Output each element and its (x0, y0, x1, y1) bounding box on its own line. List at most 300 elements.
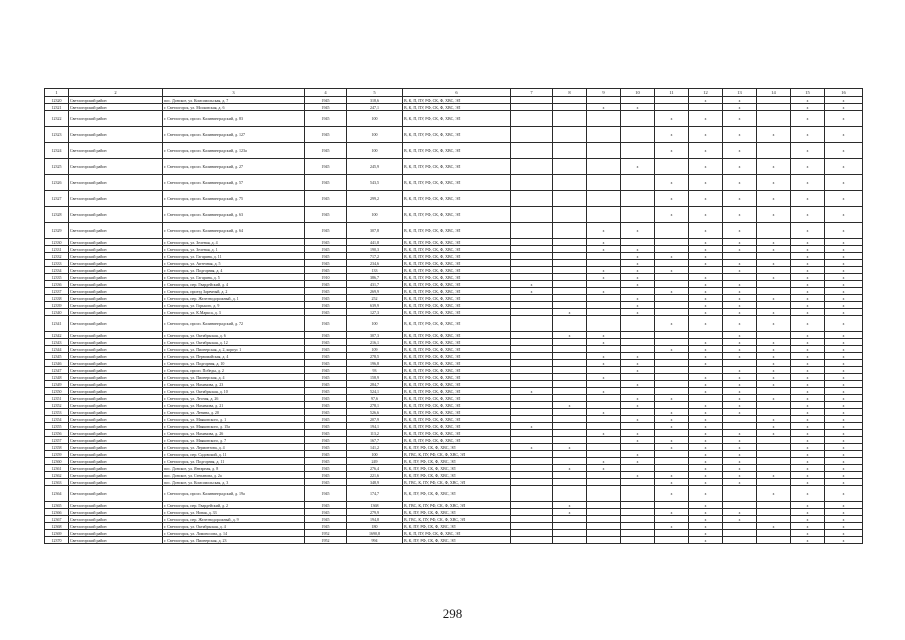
row-id-cell: 12346 (45, 360, 69, 367)
mark-cell: x (723, 239, 757, 246)
mark-cell: x (825, 302, 863, 309)
address-cell: г. Светлогорск, ул. Пионерская, д. 2, корпус 1 (163, 346, 305, 353)
mark-cell: x (723, 402, 757, 409)
mark-cell (655, 465, 689, 472)
row-id-cell: 12358 (45, 444, 69, 451)
elements-cell: В, К, П, ПУ, РФ, СК, Ф, ХВС, ЭЛ (403, 437, 511, 444)
row-id-cell: 12352 (45, 402, 69, 409)
mark-cell (689, 332, 723, 339)
mark-cell (621, 207, 655, 223)
mark-cell: x (655, 316, 689, 332)
mark-cell (587, 444, 621, 451)
area-cell: 113,2 (347, 430, 403, 437)
mark-cell (757, 465, 791, 472)
mark-cell (511, 104, 553, 111)
mark-cell: x (587, 239, 621, 246)
row-id-cell: 12347 (45, 367, 69, 374)
mark-cell (553, 395, 587, 402)
address-cell: г. Светлогорск, ул. Подгорная, д. 10 (163, 360, 305, 367)
mark-cell (655, 374, 689, 381)
mark-cell (689, 267, 723, 274)
row-id-cell: 12370 (45, 537, 69, 544)
mark-cell (757, 444, 791, 451)
mark-cell: x (825, 253, 863, 260)
mark-cell: x (723, 223, 757, 239)
area-cell: 441,8 (347, 239, 403, 246)
mark-cell: x (553, 309, 587, 316)
mark-cell: x (655, 486, 689, 502)
address-cell: г. Светлогорск, пер. Железнодорожный, д. 9 (163, 516, 305, 523)
mark-cell: x (689, 260, 723, 267)
mark-cell (587, 451, 621, 458)
mark-cell: x (689, 191, 723, 207)
mark-cell (553, 451, 587, 458)
row-id-cell: 12356 (45, 430, 69, 437)
area-cell: 174,7 (347, 486, 403, 502)
mark-cell (621, 288, 655, 295)
district-cell: Светлогорский район (69, 451, 163, 458)
mark-cell: x (791, 346, 825, 353)
mark-cell (587, 530, 621, 537)
mark-cell (655, 537, 689, 544)
mark-cell: x (723, 346, 757, 353)
mark-cell (587, 416, 621, 423)
mark-cell (621, 332, 655, 339)
elements-cell: В, К, ПУ, РФ, СК, Ф, ХВС, ЭЛ (403, 509, 511, 516)
district-cell: Светлогорский район (69, 402, 163, 409)
mark-cell: x (757, 381, 791, 388)
mark-cell (621, 97, 655, 104)
mark-cell: x (655, 127, 689, 143)
district-cell: Светлогорский район (69, 143, 163, 159)
mark-cell (621, 502, 655, 509)
mark-cell (511, 374, 553, 381)
mark-cell: x (825, 402, 863, 409)
mark-cell: x (791, 111, 825, 127)
mark-cell (655, 97, 689, 104)
mark-cell: x (757, 360, 791, 367)
table-row (45, 246, 863, 253)
mark-cell (511, 346, 553, 353)
mark-cell: x (689, 346, 723, 353)
mark-cell: x (621, 416, 655, 423)
area-cell: 100 (347, 111, 403, 127)
mark-cell: x (825, 295, 863, 302)
table-row (45, 332, 863, 339)
mark-cell (553, 246, 587, 253)
district-cell: Светлогорский район (69, 502, 163, 509)
row-id-cell: 12339 (45, 302, 69, 309)
elements-cell: В, К, П, ПУ, РФ, СК, Ф, ХВС, ЭЛ (403, 339, 511, 346)
district-cell: Светлогорский район (69, 509, 163, 516)
elements-cell: В, К, П, ПУ, РФ, СК, Ф, ХВС, ЭЛ (403, 409, 511, 416)
district-cell: Светлогорский район (69, 191, 163, 207)
mark-cell: x (825, 207, 863, 223)
district-cell: Светлогорский район (69, 409, 163, 416)
mark-cell: x (689, 486, 723, 502)
area-cell: 431,7 (347, 281, 403, 288)
year-cell: 1945 (305, 523, 347, 530)
elements-cell: В, К, ПУ, РФ, СК, Ф, ХВС, ЭЛ (403, 472, 511, 479)
mark-cell (511, 437, 553, 444)
row-id-cell: 12324 (45, 143, 69, 159)
mark-cell (723, 253, 757, 260)
year-cell: 1945 (305, 97, 347, 104)
address-cell: г. Светлогорск, ул. Лесная, д. 26 (163, 395, 305, 402)
mark-cell (689, 395, 723, 402)
area-cell: 180 (347, 523, 403, 530)
table-row (45, 516, 863, 523)
mark-cell (689, 367, 723, 374)
mark-cell (553, 111, 587, 127)
mark-cell (511, 309, 553, 316)
mark-cell: x (757, 367, 791, 374)
elements-cell: В, К, П, ПУ, РФ, СК, Ф, ХВС, ЭЛ (403, 388, 511, 395)
mark-cell: x (791, 223, 825, 239)
mark-cell (723, 502, 757, 509)
mark-cell: x (757, 374, 791, 381)
district-cell: Светлогорский район (69, 223, 163, 239)
mark-cell: x (723, 143, 757, 159)
mark-cell: x (825, 374, 863, 381)
area-cell: 158,9 (347, 374, 403, 381)
mark-cell: x (511, 444, 553, 451)
page-number: 298 (442, 606, 463, 621)
district-cell: Светлогорский район (69, 416, 163, 423)
table-row (45, 346, 863, 353)
mark-cell (511, 479, 553, 486)
mark-cell: x (757, 191, 791, 207)
mark-cell (587, 281, 621, 288)
mark-cell: x (757, 246, 791, 253)
year-cell: 1945 (305, 281, 347, 288)
row-id-cell: 12366 (45, 509, 69, 516)
row-id-cell: 12333 (45, 260, 69, 267)
mark-cell: x (723, 395, 757, 402)
mark-cell (553, 479, 587, 486)
area-cell: 1368 (347, 502, 403, 509)
area-cell: 127,3 (347, 309, 403, 316)
table-row (45, 143, 863, 159)
address-cell: г. Светлогорск, ул. Октябрьская, д. 12 (163, 339, 305, 346)
mark-cell (655, 159, 689, 175)
mark-cell (587, 509, 621, 516)
year-cell: 1945 (305, 409, 347, 416)
mark-cell: x (825, 104, 863, 111)
year-cell: 1945 (305, 316, 347, 332)
table-row (45, 260, 863, 267)
mark-cell: x (791, 332, 825, 339)
district-cell: Светлогорский район (69, 458, 163, 465)
mark-cell: x (723, 246, 757, 253)
mark-cell: x (689, 97, 723, 104)
mark-cell: x (825, 353, 863, 360)
year-cell: 1945 (305, 346, 347, 353)
mark-cell: x (587, 458, 621, 465)
mark-cell: x (825, 316, 863, 332)
address-cell: г. Светлогорск, ул. Пионерская, д. 4 (163, 374, 305, 381)
row-id-cell: 12336 (45, 281, 69, 288)
elements-cell: В, К, П, ПУ, РФ, СК, Ф, ХВС, ЭЛ (403, 395, 511, 402)
year-cell: 1945 (305, 479, 347, 486)
elements-cell: В, К, П, ПУ, РФ, СК, Ф, ХВС, ЭЛ (403, 316, 511, 332)
mark-cell (553, 207, 587, 223)
mark-cell: x (757, 274, 791, 281)
address-cell: г. Светлогорск, просп. Калининградский, д. 27 (163, 159, 305, 175)
elements-cell: В, К, П, ПУ, РФ, СК, Ф, ХВС, ЭЛ (403, 274, 511, 281)
table-row (45, 127, 863, 143)
elements-cell: В, К, П, ПУ, РФ, СК, Ф, ХВС, ЭЛ (403, 309, 511, 316)
mark-cell: x (723, 430, 757, 437)
mark-cell: x (655, 423, 689, 430)
elements-cell: В, ГВС, К, ПУ, РФ, СК, Ф, ХВС, ЭЛ (403, 516, 511, 523)
mark-cell (511, 353, 553, 360)
mark-cell: x (791, 395, 825, 402)
mark-cell: x (825, 281, 863, 288)
table-row (45, 423, 863, 430)
table-row (45, 175, 863, 191)
mark-cell: x (689, 458, 723, 465)
row-id-cell: 12340 (45, 309, 69, 316)
year-cell: 1945 (305, 458, 347, 465)
mark-cell (553, 253, 587, 260)
mark-cell: x (757, 207, 791, 223)
mark-cell: x (825, 523, 863, 530)
mark-cell (553, 339, 587, 346)
mark-cell: x (689, 159, 723, 175)
mark-cell (511, 537, 553, 544)
mark-cell (553, 381, 587, 388)
area-cell: 269,9 (347, 288, 403, 295)
mark-cell (511, 339, 553, 346)
mark-cell: x (689, 437, 723, 444)
elements-cell: В, ГВС, К, ПУ, РФ, СК, Ф, ХВС, ЭЛ (403, 479, 511, 486)
area-cell: 639,9 (347, 302, 403, 309)
district-cell: Светлогорский район (69, 516, 163, 523)
district-cell: Светлогорский район (69, 246, 163, 253)
row-id-cell: 12343 (45, 339, 69, 346)
address-cell: г. Светлогорск, ул. Горького, д. 9 (163, 302, 305, 309)
mark-cell: x (791, 309, 825, 316)
elements-cell: В, К, П, ПУ, РФ, СК, Ф, ХВС, ЭЛ (403, 302, 511, 309)
mark-cell: x (689, 381, 723, 388)
mark-cell: x (825, 516, 863, 523)
mark-cell: x (791, 409, 825, 416)
mark-cell (757, 253, 791, 260)
mark-cell: x (689, 309, 723, 316)
row-id-cell: 12322 (45, 111, 69, 127)
mark-cell: x (689, 239, 723, 246)
mark-cell: x (825, 332, 863, 339)
address-cell: г. Светлогорск, ул. Новая, д. 33 (163, 509, 305, 516)
year-cell: 1945 (305, 502, 347, 509)
column-number-cell: 15 (791, 89, 825, 97)
mark-cell: x (655, 509, 689, 516)
mark-cell: x (791, 239, 825, 246)
mark-cell: x (825, 530, 863, 537)
mark-cell (655, 388, 689, 395)
mark-cell: x (825, 537, 863, 544)
mark-cell (553, 388, 587, 395)
table-row (45, 159, 863, 175)
mark-cell (757, 388, 791, 395)
area-cell: 190,3 (347, 246, 403, 253)
address-cell: г. Светлогорск, просп. Калининградский, д. 83 (163, 111, 305, 127)
year-cell: 1945 (305, 486, 347, 502)
table-row (45, 486, 863, 502)
row-id-cell: 12326 (45, 175, 69, 191)
area-cell: 109 (347, 346, 403, 353)
elements-cell: В, К, П, ПУ, РФ, СК, Ф, ХВС, ЭЛ (403, 207, 511, 223)
year-cell: 1945 (305, 381, 347, 388)
mark-cell (553, 316, 587, 332)
mark-cell: x (655, 395, 689, 402)
mark-cell (511, 472, 553, 479)
mark-cell: x (621, 395, 655, 402)
mark-cell: x (511, 423, 553, 430)
elements-cell: В, К, ПУ, РФ, СК, Ф, ХВС, ЭЛ (403, 537, 511, 544)
mark-cell: x (655, 253, 689, 260)
mark-cell (757, 409, 791, 416)
mark-cell: x (757, 395, 791, 402)
mark-cell: x (723, 267, 757, 274)
table-row (45, 409, 863, 416)
mark-cell: x (791, 472, 825, 479)
mark-cell (655, 260, 689, 267)
mark-cell: x (757, 423, 791, 430)
mark-cell (553, 458, 587, 465)
mark-cell: x (621, 223, 655, 239)
table-row (45, 444, 863, 451)
row-id-cell: 12325 (45, 159, 69, 175)
mark-cell (511, 430, 553, 437)
mark-cell (655, 360, 689, 367)
year-cell: 1945 (305, 451, 347, 458)
mark-cell (511, 239, 553, 246)
address-cell: г. Светлогорск, ул. Пионерская, д. 23 (163, 537, 305, 544)
district-cell: Светлогорский район (69, 127, 163, 143)
mark-cell: x (655, 175, 689, 191)
table-row (45, 104, 863, 111)
mark-cell: x (655, 479, 689, 486)
mark-cell: x (587, 246, 621, 253)
address-cell: г. Светлогорск, пер. Гвардейский, д. 4 (163, 281, 305, 288)
address-cell: г. Светлогорск, ул. Подгорная, д. 4 (163, 267, 305, 274)
elements-cell: В, К, ПУ, РФ, СК, Ф, ХВС, ЭЛ (403, 486, 511, 502)
mark-cell: x (791, 509, 825, 516)
district-cell: Светлогорский район (69, 444, 163, 451)
mark-cell: x (723, 104, 757, 111)
mark-cell: x (757, 353, 791, 360)
year-cell: 1945 (305, 246, 347, 253)
table-row (45, 374, 863, 381)
row-id-cell: 12321 (45, 104, 69, 111)
elements-cell: В, К, П, ПУ, РФ, СК, Ф, ХВС, ЭЛ (403, 416, 511, 423)
mark-cell (587, 207, 621, 223)
address-cell: г. Светлогорск, ул. Октябрьская, д. 4 (163, 523, 305, 530)
year-cell: 1945 (305, 239, 347, 246)
mark-cell: x (689, 388, 723, 395)
year-cell: 1945 (305, 509, 347, 516)
address-cell: г. Светлогорск, пер. Железнодорожный, д. 1 (163, 295, 305, 302)
year-cell: 1945 (305, 388, 347, 395)
mark-cell: x (825, 346, 863, 353)
area-cell: 276,4 (347, 465, 403, 472)
table-row (45, 339, 863, 346)
mark-cell (621, 339, 655, 346)
elements-cell: В, К, П, ПУ, РФ, СК, Ф, ХВС, ЭЛ (403, 353, 511, 360)
address-cell: г. Светлогорск, просп. Калининградский, д. 57 (163, 175, 305, 191)
mark-cell: x (825, 502, 863, 509)
mark-cell: x (587, 374, 621, 381)
area-cell: 252 (347, 295, 403, 302)
column-number-cell: 7 (511, 89, 553, 97)
mark-cell: x (791, 143, 825, 159)
table-row (45, 111, 863, 127)
address-cell: пос. Донское, ул. Степанова, д. 2а (163, 472, 305, 479)
mark-cell: x (621, 246, 655, 253)
mark-cell (553, 97, 587, 104)
district-cell: Светлогорский район (69, 423, 163, 430)
table-row (45, 472, 863, 479)
area-cell: 100 (347, 127, 403, 143)
elements-cell: В, К, П, ПУ, РФ, СК, Ф, ХВС, ЭЛ (403, 175, 511, 191)
mark-cell: x (791, 423, 825, 430)
mark-cell: x (791, 416, 825, 423)
mark-cell: x (723, 127, 757, 143)
district-cell: Светлогорский район (69, 374, 163, 381)
mark-cell: x (587, 332, 621, 339)
mark-cell: x (723, 367, 757, 374)
mark-cell: x (791, 97, 825, 104)
district-cell: Светлогорский район (69, 316, 163, 332)
mark-cell: x (825, 465, 863, 472)
mark-cell (553, 191, 587, 207)
address-cell: пос. Донское, ул. Янтарная, д. 8 (163, 465, 305, 472)
mark-cell (511, 246, 553, 253)
mark-cell: x (689, 423, 723, 430)
mark-cell: x (553, 465, 587, 472)
address-cell: г. Светлогорск, ул. Нахимова, д. 21 (163, 402, 305, 409)
row-id-cell: 12337 (45, 288, 69, 295)
mark-cell: x (757, 486, 791, 502)
mark-cell (621, 374, 655, 381)
address-cell: г. Светлогорск, пер. Гвардейский, д. 2 (163, 502, 305, 509)
elements-cell: В, ГВС, К, ПУ, РФ, СК, Ф, ХВС, ЭЛ (403, 502, 511, 509)
district-cell: Светлогорский район (69, 332, 163, 339)
elements-cell: В, К, П, ПУ, РФ, СК, Ф, ХВС, ЭЛ (403, 97, 511, 104)
registry-sheet (44, 88, 862, 544)
year-cell: 1945 (305, 302, 347, 309)
row-id-cell: 12341 (45, 316, 69, 332)
mark-cell: x (655, 207, 689, 223)
mark-cell: x (825, 430, 863, 437)
area-cell: 279,9 (347, 509, 403, 516)
mark-cell (511, 416, 553, 423)
district-cell: Светлогорский район (69, 260, 163, 267)
mark-cell: x (655, 267, 689, 274)
mark-cell (587, 437, 621, 444)
mark-cell (553, 530, 587, 537)
column-number-cell: 13 (723, 89, 757, 97)
mark-cell: x (621, 281, 655, 288)
address-cell: г. Светлогорск, просп. Калининградский, д. 75 (163, 191, 305, 207)
year-cell: 1945 (305, 402, 347, 409)
year-cell: 1945 (305, 444, 347, 451)
district-cell: Светлогорский район (69, 465, 163, 472)
row-id-cell: 12357 (45, 437, 69, 444)
mark-cell (621, 143, 655, 159)
